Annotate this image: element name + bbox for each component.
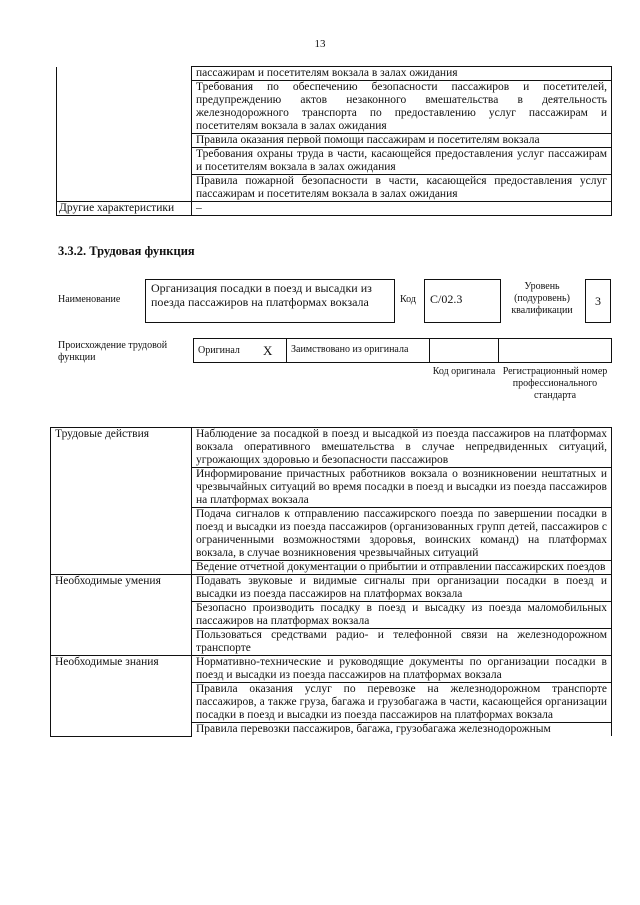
table-cell: Правила перевозки пассажиров, багажа, грузобагажа железнодорожным [192, 723, 612, 737]
top-characteristics-table [56, 66, 612, 216]
original-mark: Х [263, 343, 273, 358]
other-characteristics-value: – [192, 202, 612, 216]
table-cell: Наблюдение за посадкой в поезд и высадкой из поезда пассажиров на платформах вокзала оперативного вмешательства в случае непредвиденных ситуаций, угрожающих здоровью и безопасности пассажиров [192, 428, 612, 468]
level-value-box: 3 [585, 279, 611, 323]
table-cell: Информирование причастных работников вокзала о возникновении нештатных и чрезвычайных ситуаций во время посадки в поезд и высадки из поезда пассажиров на платформах вокзала [192, 468, 612, 508]
table-cell: Правила пожарной безопасности в части, касающейся предоставления услуг пассажирам и посетителям вокзала в залах ожидания [192, 175, 612, 202]
required-skills-label: Необходимые умения [51, 575, 192, 656]
table-cell: Подавать звуковые и видимые сигналы при организации посадки в поезд и высадки из поезда пассажиров на платформах вокзала [192, 575, 612, 602]
borrowed-cell [286, 338, 430, 363]
registration-caption: Регистрационный номер профессионального стандарта [502, 366, 608, 401]
level-label: Уровень (подуровень) квалификации [511, 281, 573, 316]
labor-function-table [50, 427, 612, 737]
registration-number-cell [498, 338, 612, 363]
labor-actions-label: Трудовые действия [51, 428, 192, 575]
table-cell: Требования охраны труда в части, касающейся предоставления услуг пассажирам и посетителям вокзала в залах ожидания [192, 148, 612, 175]
other-characteristics-label: Другие характеристики [57, 202, 192, 216]
table-cell: Требования по обеспечению безопасности пассажиров и посетителей, предупреждению актов незаконного вмешательства в деятельность железнодорожного транспорта по предоставлению услуг пассажирам и посетителям вокзала в залах ожидания [192, 81, 612, 134]
name-label: Наименование [58, 294, 121, 305]
function-name-box: Организация посадки в поезд и высадки из поезда пассажиров на платформах вокзала [145, 279, 395, 323]
required-knowledge-label: Необходимые знания [51, 656, 192, 737]
table-cell: Ведение отчетной документации о прибытии и отправлении пассажирских поездов [192, 561, 612, 575]
table-cell: Нормативно-технические и руководящие документы по организации посадки в поезд и высадки из поезда пассажиров на платформах вокзала [192, 656, 612, 683]
empty-label-cell [57, 67, 192, 202]
borrowed-label: Заимствовано из оригинала [291, 344, 409, 355]
original-code-cell [429, 338, 499, 363]
table-cell: Подача сигналов к отправлению пассажирского поезда по завершении посадки в поезд и высадки из поезда пассажиров (организованных групп детей, пассажиров с ограниченными возможностями здоровья, воинских команд) на платформах вокзала, в случае возникновения чрезвычайных ситуаций [192, 508, 612, 561]
code-value-box: С/02.3 [424, 279, 501, 323]
table-cell: Правила оказания первой помощи пассажирам и посетителям вокзала [192, 134, 612, 148]
table-cell: пассажирам и посетителям вокзала в залах ожидания [192, 67, 612, 81]
table-cell: Пользоваться средствами радио- и телефонной связи на железнодорожном транспорте [192, 629, 612, 656]
original-cell [193, 338, 287, 363]
table-cell: Безопасно производить посадку в поезд и высадку из поезда маломобильных пассажиров на платформах вокзала [192, 602, 612, 629]
origin-label: Происхождение трудовой функции [58, 340, 168, 363]
table-cell: Правила оказания услуг по перевозке на железнодорожном транспорте пассажиров, а также груза, багажа и грузобагажа в части, касающейся организации посадки в поезд и высадки из поезда пассажиров на платформах вокзала [192, 683, 612, 723]
page-number: 13 [314, 38, 326, 50]
code-caption: Код оригинала [432, 366, 496, 377]
original-label: Оригинал [198, 345, 240, 356]
section-heading: 3.3.2. Трудовая функция [58, 244, 195, 258]
code-label: Код [400, 294, 416, 305]
